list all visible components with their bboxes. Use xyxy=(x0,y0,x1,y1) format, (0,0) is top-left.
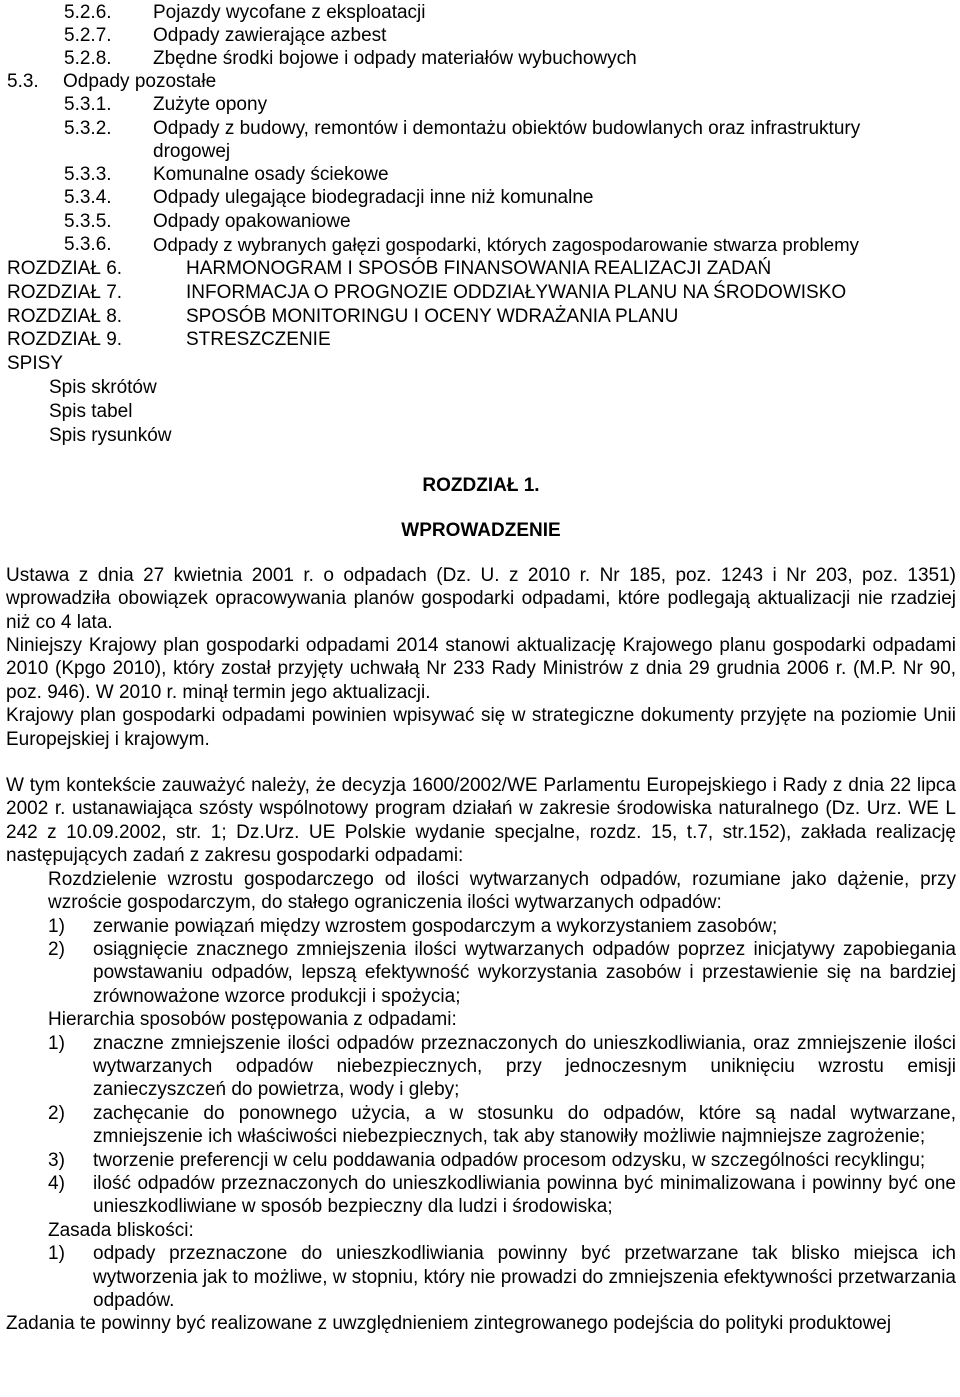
list-marker: 2) xyxy=(48,1102,65,1124)
paragraph: Rozdzielenie wzrostu gospodarczego od ilości wytwarzanych odpadów, rozumiane jako dążenie, przy wzroście gospodarczym, do stałego ograniczenia ilości wytwarzanych odpadów: xyxy=(48,868,956,914)
list-marker: 1) xyxy=(48,915,65,937)
toc-entry-number: 5.2.8. xyxy=(64,48,112,69)
paragraph: Niniejszy Krajowy plan gospodarki odpadami 2014 stanowi aktualizację Krajowego planu gospodarki odpadami 2010 (Kpgo 2010), który został przyjęty uchwałą Nr 233 Rady Ministrów z dnia 29 grudnia 2006 r. (M.P. Nr 90, poz. 946). W 2010 r. minął termin jego aktualizacji. xyxy=(6,635,956,703)
toc-entry-title: Zużyte opony xyxy=(153,94,268,115)
toc-entry-number: 5.3.6. xyxy=(64,234,112,255)
chapter-label: ROZDZIAŁ 1. xyxy=(422,475,540,496)
numbered-list xyxy=(6,915,956,1009)
toc-entry-number: 5.3. xyxy=(7,71,39,92)
toc-entry-number: ROZDZIAŁ 7. xyxy=(7,282,123,303)
document-body xyxy=(6,474,956,1336)
toc-entry-number: 5.2.6. xyxy=(64,2,112,23)
toc-entry-title: SPOSÓB MONITORINGU I OCENY WDRAŻANIA PLANU xyxy=(186,306,679,327)
list-item-text: znaczne zmniejszenie ilości odpadów przeznaczonych do unieszkodliwiania, oraz zmniejszenie ilości wytwarzanych odpadów niebezpiecznych, przy jednoczesnym uniknięciu wzrostu emisji zanieczyszczeń do powietrza, wody i gleby; xyxy=(93,1032,956,1101)
list-marker: 1) xyxy=(48,1032,65,1054)
toc-entry-number: 5.3.1. xyxy=(64,94,112,115)
paragraph: Hierarchia sposobów postępowania z odpadami: xyxy=(48,1009,457,1031)
toc-entry-title: Odpady zawierające azbest xyxy=(153,25,387,46)
paragraph: Zadania te powinny być realizowane z uwzględnieniem zintegrowanego podejścia do polityki produktowej xyxy=(6,1313,892,1335)
numbered-list xyxy=(6,1032,956,1219)
toc-entry-title: INFORMACJA O PROGNOZIE ODDZIAŁYWANIA PLANU NA ŚRODOWISKO xyxy=(186,282,847,303)
list-item xyxy=(6,1172,956,1219)
list-marker: 3) xyxy=(48,1149,65,1171)
toc-entry-number: 5.2.7. xyxy=(64,25,112,46)
toc-entry-title: STRESZCZENIE xyxy=(186,329,331,350)
toc-entry-title: Pojazdy wycofane z eksploatacji xyxy=(153,2,426,23)
toc-entry-title: Spis rysunków xyxy=(49,425,172,446)
list-item xyxy=(6,1242,956,1312)
chapter-title: WPROWADZENIE xyxy=(401,520,561,542)
toc-entry-title: Odpady z wybranych gałęzi gospodarki, których zagospodarowanie stwarza problemy xyxy=(153,234,859,255)
list-item-text: tworzenie preferencji w celu poddawania odpadów procesom odzysku, w szczególności recyklingu; xyxy=(93,1149,926,1171)
toc-entry-number: 5.3.5. xyxy=(64,211,112,232)
toc-entry-number: ROZDZIAŁ 6. xyxy=(7,258,123,279)
paragraph: Zasada bliskości: xyxy=(48,1219,194,1241)
list-marker: 1) xyxy=(48,1243,65,1265)
toc-entry-title: Odpady z budowy, remontów i demontażu obiektów budowlanych oraz infrastruktury xyxy=(153,118,861,139)
toc-entry-title: Odpady ulegające biodegradacji inne niż komunalne xyxy=(153,187,594,208)
toc-entry-title: HARMONOGRAM I SPOSÓB FINANSOWANIA REALIZACJI ZADAŃ xyxy=(186,258,772,279)
list-item-text: zachęcanie do ponownego użycia, a w stosunku do odpadów, które są nadal wytwarzane, zmniejszenie ich właściwości niebezpiecznych, tak aby stanowiły możliwie najmniejsze zagrożenie; xyxy=(93,1102,956,1148)
toc-entry-title: Odpady opakowaniowe xyxy=(153,211,351,232)
toc-entry-number: 5.3.4. xyxy=(64,187,112,208)
paragraph: W tym kontekście zauważyć należy, że decyzja 1600/2002/WE Parlamentu Europejskiego i Rady z dnia 22 lipca 2002 r. ustanawiająca szósty wspólnotowy program działań w zakresie środowiska naturalnego (Dz. Urz. WE L 242 z 10.09.2002, str. 1; Dz.Urz. UE Polskie wydanie specjalne, rozdz. 15, t.7, str.152), zakłada realizację następujących zadań z zakresu gospodarki odpadami: xyxy=(6,775,956,867)
list-item xyxy=(6,1032,956,1102)
numbered-list xyxy=(6,1242,956,1312)
toc-entry-title: Odpady pozostałe xyxy=(63,71,217,92)
toc-entry-title: Spis skrótów xyxy=(49,377,157,398)
toc-entry-title: Spis tabel xyxy=(49,401,133,422)
toc-entry-number: ROZDZIAŁ 9. xyxy=(7,329,123,350)
toc-entry-number: SPISY xyxy=(7,353,63,374)
list-item-text: zerwanie powiązań między wzrostem gospodarczym a wykorzystaniem zasobów; xyxy=(93,915,778,937)
toc-entry-title: Zbędne środki bojowe i odpady materiałów wybuchowych xyxy=(153,48,637,69)
toc-entry-title: drogowej xyxy=(153,141,231,162)
toc-entry-number: ROZDZIAŁ 8. xyxy=(7,306,123,327)
list-item xyxy=(6,915,956,938)
toc-entry-number: 5.3.3. xyxy=(64,164,112,185)
paragraph: Krajowy plan gospodarki odpadami powinien wpisywać się w strategiczne dokumenty przyjęte na poziomie Unii Europejskiej i krajowym. xyxy=(6,705,956,750)
paragraph: Ustawa z dnia 27 kwietnia 2001 r. o odpadach (Dz. U. z 2010 r. Nr 185, poz. 1243 i Nr 203, poz. 1351) wprowadziła obowiązek opracowywania planów gospodarki odpadami, które podlegają aktualizacji nie rzadziej niż co 4 lata. xyxy=(6,564,956,633)
list-item-text: ilość odpadów przeznaczonych do unieszkodliwiania powinna być minimalizowana i powinny być one unieszkodliwiane w sposób bezpieczny dla ludzi i środowiska; xyxy=(93,1172,956,1218)
list-item xyxy=(6,938,956,1008)
toc-entry-title: Komunalne osady ściekowe xyxy=(153,164,389,185)
list-item xyxy=(6,1149,956,1172)
toc-entry-number: 5.3.2. xyxy=(64,118,112,139)
list-marker: 4) xyxy=(48,1172,65,1194)
list-item-text: osiągnięcie znacznego zmniejszenia ilości wytwarzanych odpadów poprzez inicjatywy zapobiegania powstawaniu odpadów, lepszą efektywność wykorzystania zasobów i przestawienie się na bardziej zrównoważone wzorce produkcji i spożycia; xyxy=(93,938,956,1007)
list-marker: 2) xyxy=(48,938,65,960)
list-item-text: odpady przeznaczone do unieszkodliwiania powinny być przetwarzane tak blisko miejsca ich wytworzenia jak to możliwe, w stopniu, który nie prowadzi do zmniejszenia efektywności przetwarzania odpadów. xyxy=(93,1243,956,1311)
list-item xyxy=(6,1102,956,1149)
